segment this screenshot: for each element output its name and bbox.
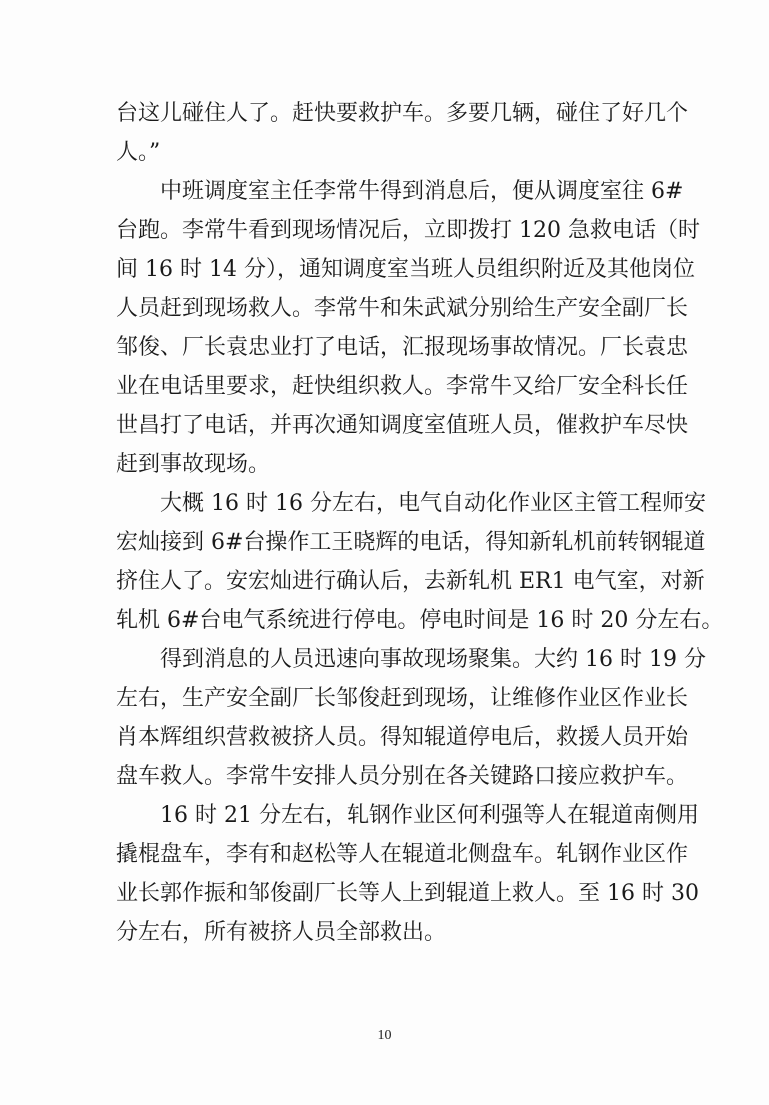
text-line: 台跑。李常牛看到现场情况后，立即拨打 120 急救电话（时 bbox=[116, 218, 700, 243]
text-line: 赶到事故现场。 bbox=[116, 452, 271, 477]
text-line: 台这儿碰住人了。赶快要救护车。多要几辆，碰住了好几个 bbox=[116, 101, 689, 126]
text-line: 盘车救人。李常牛安排人员分别在各关键路口接应救护车。 bbox=[116, 764, 689, 789]
text-line: 间 16 时 14 分），通知调度室当班人员组织附近及其他岗位 bbox=[116, 257, 695, 282]
text-line: 宏灿接到 6#台操作工王晓辉的电话，得知新轧机前转钢辊道 bbox=[116, 530, 706, 555]
text-line: 人员赶到现场救人。李常牛和朱武斌分别给生产安全副厂长 bbox=[116, 296, 689, 321]
body-text bbox=[116, 94, 724, 952]
text-line: 肖本辉组织营救被挤人员。得知辊道停电后，救援人员开始 bbox=[116, 725, 689, 750]
text-line: 左右，生产安全副厂长邹俊赶到现场，让维修作业区作业长 bbox=[116, 686, 689, 711]
text-line: 中班调度室主任李常牛得到消息后，便从调度室往 6# bbox=[116, 179, 684, 204]
text-line: 业长郭作振和邹俊副厂长等人上到辊道上救人。至 16 时 30 bbox=[116, 881, 699, 906]
text-line: 人。” bbox=[116, 140, 161, 165]
text-line: 16 时 21 分左右，轧钢作业区何利强等人在辊道南侧用 bbox=[116, 803, 699, 828]
text-line: 分左右，所有被挤人员全部救出。 bbox=[116, 920, 447, 945]
page-number: 10 bbox=[377, 1028, 392, 1043]
text-line: 挤住人了。安宏灿进行确认后，去新轧机 ER1 电气室，对新 bbox=[116, 569, 705, 594]
text-line: 业在电话里要求，赶快组织救人。李常牛又给厂安全科长任 bbox=[116, 374, 689, 399]
text-line: 大概 16 时 16 分左右，电气自动化作业区主管工程师安 bbox=[116, 491, 706, 516]
text-line: 得到消息的人员迅速向事故现场聚集。大约 16 时 19 分 bbox=[116, 647, 706, 672]
text-line: 世昌打了电话，并再次通知调度室值班人员，催救护车尽快 bbox=[116, 413, 689, 438]
text-line: 轧机 6#台电气系统进行停电。停电时间是 16 时 20 分左右。 bbox=[116, 608, 724, 633]
text-line: 撬棍盘车，李有和赵松等人在辊道北侧盘车。轧钢作业区作 bbox=[116, 842, 689, 867]
text-line: 邹俊、厂长袁忠业打了电话，汇报现场事故情况。厂长袁忠 bbox=[116, 335, 689, 360]
